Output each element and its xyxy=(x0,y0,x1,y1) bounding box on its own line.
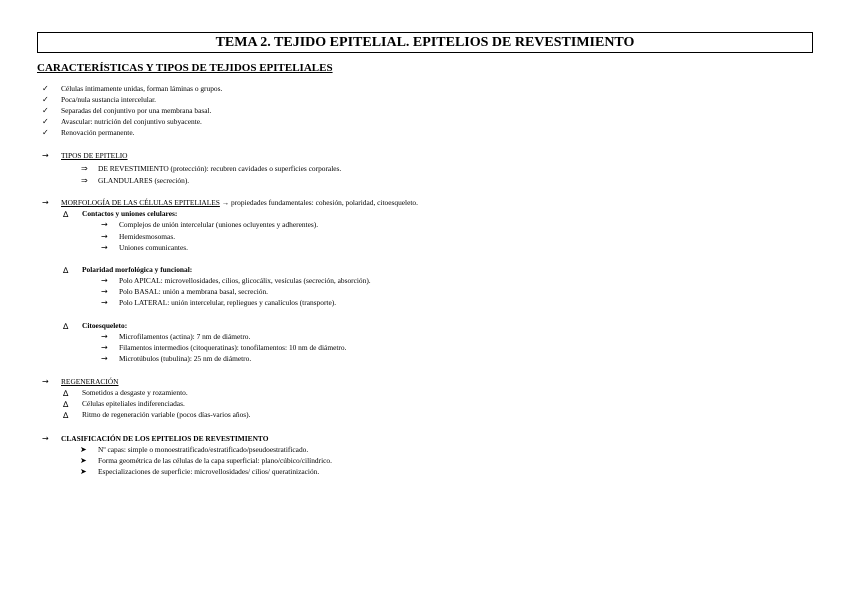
list-item: DE REVESTIMIENTO (protección): recubren cavidades o superficies corporales. xyxy=(98,164,342,173)
group-label: Contactos y uniones celulares: xyxy=(82,209,178,218)
check-icon: ✓ xyxy=(42,95,49,104)
list-item: Renovación permanente. xyxy=(61,128,135,137)
arrow-icon: → xyxy=(42,434,49,443)
list-item: Polo APICAL: microvellosidades, cilios, glicocálix, vesículas (secreción, absorción). xyxy=(119,276,371,285)
check-icon: ✓ xyxy=(42,106,49,115)
double-arrow-icon: ⇒ xyxy=(81,164,88,173)
list-item: Polo BASAL: unión a membrana basal, secreción. xyxy=(119,287,269,296)
check-icon: ✓ xyxy=(42,84,49,93)
list-item: Microfilamentos (actina): 7 nm de diámetro. xyxy=(119,332,251,341)
arrow-icon: → xyxy=(101,232,108,241)
tipos-label: TIPOS DE EPITELIO xyxy=(61,151,128,160)
arrow-icon: → xyxy=(101,298,108,307)
arrow-icon: → xyxy=(101,343,108,352)
arrow-icon: → xyxy=(101,354,108,363)
group-label: Citoesqueleto: xyxy=(82,321,128,330)
pointer-icon: ➤ xyxy=(80,445,87,454)
triangle-icon: ∆ xyxy=(63,411,69,420)
group-label: Polaridad morfológica y funcional: xyxy=(82,265,193,274)
list-item: Polo LATERAL: unión intercelular, repliegues y canalículos (transporte). xyxy=(119,298,337,307)
list-item: GLANDULARES (secreción). xyxy=(98,176,190,185)
arrow-icon: → xyxy=(42,377,49,386)
page-title: TEMA 2. TEJIDO EPITELIAL. EPITELIOS DE REVESTIMIENTO xyxy=(37,32,813,53)
pointer-icon: ➤ xyxy=(80,456,87,465)
list-item: Nº capas: simple o monoestratificado/estratificado/pseudoestratificado. xyxy=(98,445,309,454)
arrow-icon: → xyxy=(101,287,108,296)
triangle-icon: ∆ xyxy=(63,210,69,219)
arrow-icon: → xyxy=(101,243,108,252)
double-arrow-icon: ⇒ xyxy=(81,176,88,185)
arrow-icon: → xyxy=(101,276,108,285)
morfologia-label: MORFOLOGÍA DE LAS CÉLULAS EPITELIALES xyxy=(61,198,220,207)
list-item: Avascular: nutrición del conjuntivo subyacente. xyxy=(61,117,202,126)
arrow-icon: → xyxy=(42,198,49,207)
list-item: Complejos de unión intercelular (uniones ocluyentes y adherentes). xyxy=(119,220,319,229)
section-heading: CARACTERÍSTICAS Y TIPOS DE TEJIDOS EPITELIALES xyxy=(37,62,333,74)
arrow-icon: → xyxy=(42,151,49,160)
list-item: Células íntimamente unidas, forman láminas o grupos. xyxy=(61,84,223,93)
list-item: Poca/nula sustancia intercelular. xyxy=(61,95,157,104)
list-item: Uniones comunicantes. xyxy=(119,243,188,252)
triangle-icon: ∆ xyxy=(63,389,69,398)
list-item: Hemidesmosomas. xyxy=(119,232,176,241)
pointer-icon: ➤ xyxy=(80,467,87,476)
triangle-icon: ∆ xyxy=(63,266,69,275)
regeneracion-label: REGENERACIÓN xyxy=(61,377,119,386)
list-item: Filamentos intermedios (citoqueratinas): tonofilamentos: 10 nm de diámetro. xyxy=(119,343,347,352)
list-item: Forma geométrica de las células de la capa superficial: plano/cúbico/cilíndrico. xyxy=(98,456,332,465)
list-item: Separadas del conjuntivo por una membrana basal. xyxy=(61,106,212,115)
list-item: Células epiteliales indiferenciadas. xyxy=(82,399,185,408)
clasificacion-label: CLASIFICACIÓN DE LOS EPITELIOS DE REVESTIMIENTO xyxy=(61,434,269,443)
check-icon: ✓ xyxy=(42,128,49,137)
list-item: Especializaciones de superficie: microvellosidades/ cilios/ queratinización. xyxy=(98,467,320,476)
arrow-icon: → xyxy=(101,332,108,341)
list-item: Microtúbulos (tubulina): 25 nm de diámetro. xyxy=(119,354,252,363)
arrow-icon: → xyxy=(221,198,230,207)
arrow-icon: → xyxy=(101,220,108,229)
list-item: Sometidos a desgaste y rozamiento. xyxy=(82,388,188,397)
morfologia-line xyxy=(61,198,418,207)
triangle-icon: ∆ xyxy=(63,322,69,331)
triangle-icon: ∆ xyxy=(63,400,69,409)
check-icon: ✓ xyxy=(42,117,49,126)
morfologia-suffix: propiedades fundamentales: cohesión, polaridad, citoesqueleto. xyxy=(231,198,418,207)
list-item: Ritmo de regeneración variable (pocos días-varios años). xyxy=(82,410,251,419)
